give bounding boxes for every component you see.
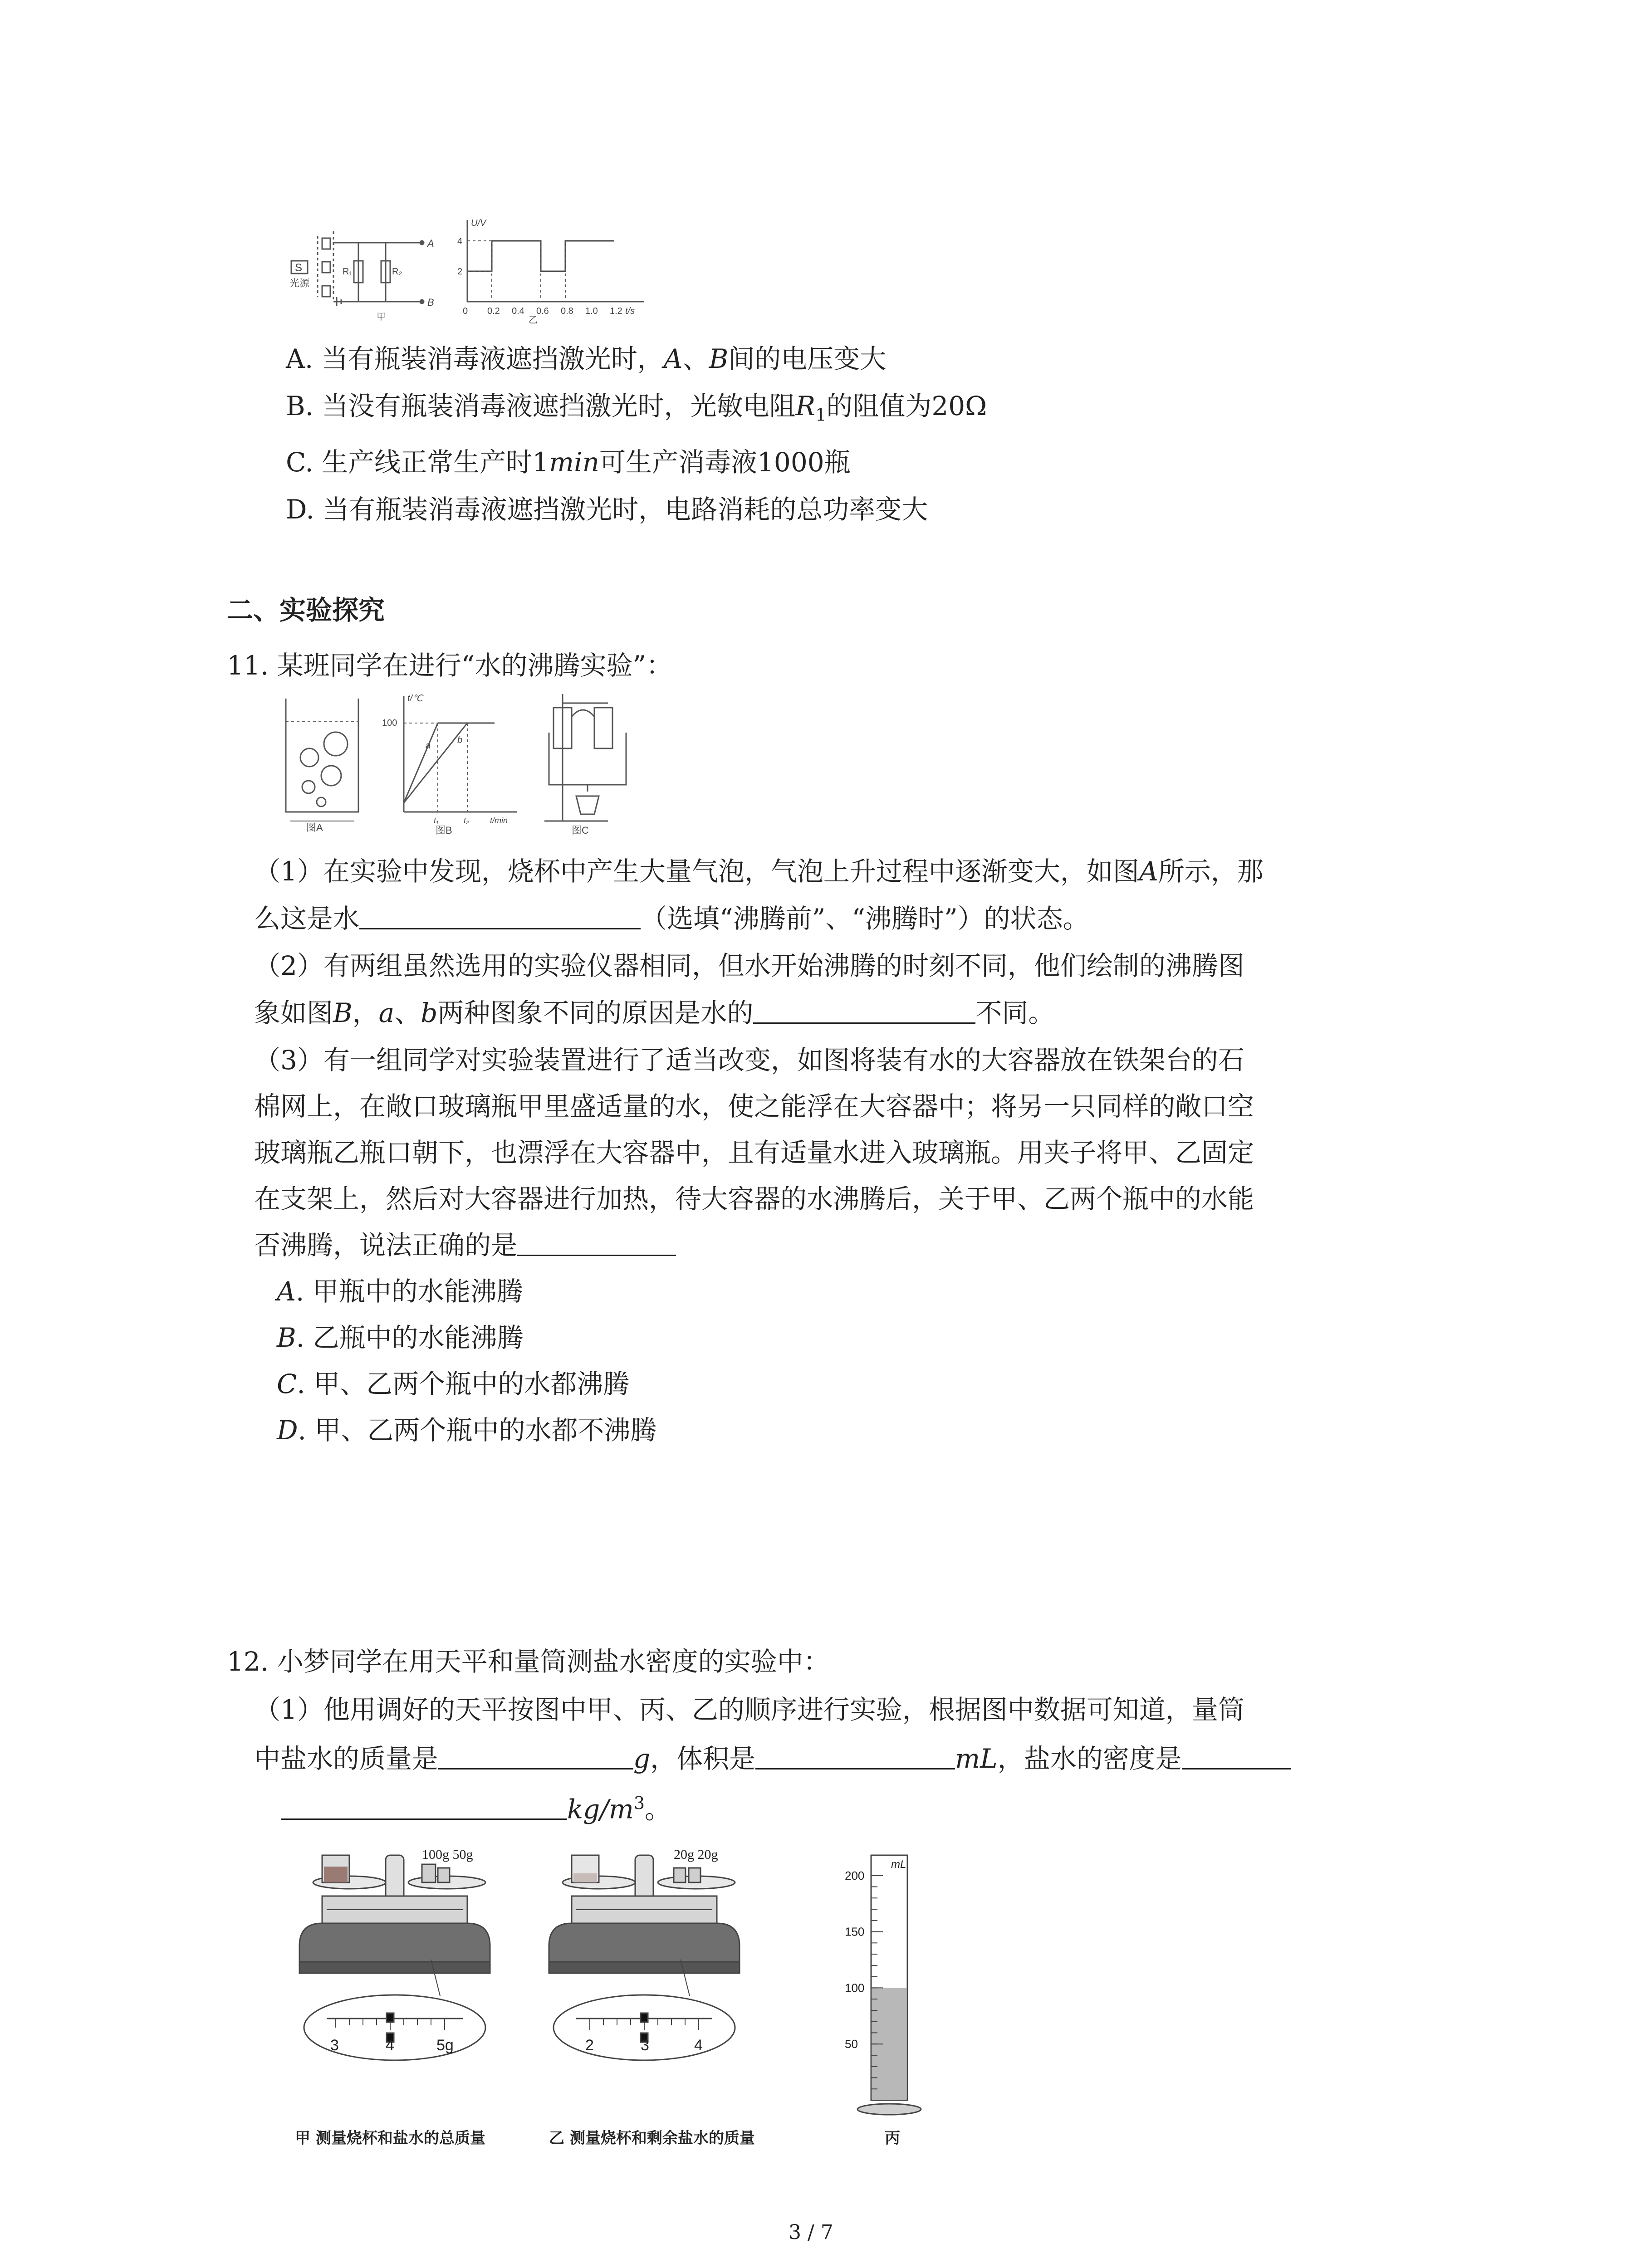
- q12-p1-line1: （1）他用调好的天平按图中甲、丙、乙的顺序进行实验，根据图中数据可知道，量筒: [254, 1694, 1244, 1725]
- svg-text:3: 3: [641, 2037, 649, 2054]
- q12-blank-volume[interactable]: [755, 1745, 955, 1769]
- svg-text:R₁: R₁: [343, 267, 353, 277]
- q12-blank-mass[interactable]: [438, 1745, 633, 1769]
- q11-p2-line2: 象如图B，a、b两种图象不同的原因是水的 不同。: [254, 997, 1055, 1028]
- q10-graph-x-tick: 0.2: [487, 306, 500, 316]
- svg-text:t/min: t/min: [490, 816, 508, 825]
- section-heading: 二、实验探究: [227, 595, 385, 626]
- page-number: 3 / 7: [789, 2221, 833, 2244]
- q12-balance-jia: [295, 1847, 490, 2147]
- svg-text:乙 测量烧杯和剩余盐水的质量: 乙 测量烧杯和剩余盐水的质量: [549, 2129, 755, 2147]
- q10-option-b: B. 当没有瓶装消毒液遮挡激光时，光敏电阻$R_1$的阻值为20Ω: [286, 391, 987, 425]
- q12-blank-density-b[interactable]: [281, 1796, 567, 1820]
- svg-text:图C: 图C: [572, 825, 589, 836]
- svg-text:图A: 图A: [306, 822, 323, 833]
- q12-blank-density-a[interactable]: [1182, 1745, 1291, 1769]
- q11-blank-3[interactable]: [517, 1232, 676, 1256]
- q10-graph-x-tick: 0.4: [512, 306, 524, 316]
- q10-signal-line: [467, 241, 614, 271]
- cylinder-tick-label: 50: [845, 2037, 858, 2051]
- svg-text:U/V: U/V: [471, 218, 486, 228]
- q11-choice-a: A. 甲瓶中的水能沸腾: [277, 1276, 523, 1307]
- q12-measuring-cylinder: [845, 1855, 921, 2147]
- q11-stem: 11. 某班同学在进行“水的沸腾实验”：: [227, 650, 672, 681]
- svg-text:100g 50g: 100g 50g: [422, 1847, 473, 1862]
- svg-text:光源: 光源: [289, 278, 310, 289]
- q12-stem: 12. 小梦同学在用天平和量筒测盐水密度的实验中：: [227, 1646, 830, 1677]
- svg-text:4: 4: [457, 236, 463, 246]
- q11-figure-c-apparatus: [544, 694, 626, 836]
- svg-text:5g: 5g: [436, 2037, 454, 2054]
- svg-text:t₂: t₂: [464, 816, 469, 825]
- q10-option-c: C. 生产线正常生产时1min可生产消毒液1000瓶: [286, 447, 851, 478]
- q11-figure-b-graph: [382, 694, 517, 836]
- svg-text:4: 4: [386, 2037, 394, 2054]
- q10-voltage-graph: [457, 218, 644, 325]
- q11-p3-line2: 棉网上，在敞口玻璃瓶甲里盛适量的水，使之能浮在大容器中；将另一只同样的敞口空: [254, 1091, 1254, 1122]
- q11-p2-line1: （2）有两组虽然选用的实验仪器相同，但水开始沸腾的时刻不同，他们绘制的沸腾图: [254, 950, 1244, 981]
- q10-graph-x-tick: 0: [463, 306, 468, 316]
- q11-choice-d: D. 甲、乙两个瓶中的水都不沸腾: [277, 1415, 657, 1446]
- cylinder-tick-label: 200: [845, 1868, 865, 1882]
- svg-text:t₁: t₁: [434, 816, 439, 825]
- q11-p3-line5: 否沸腾，说法正确的是: [254, 1232, 676, 1258]
- q10-option-d: D. 当有瓶装消毒液遮挡激光时，电路消耗的总功率变大: [286, 494, 928, 525]
- svg-text:a: a: [426, 741, 431, 751]
- svg-text:4: 4: [694, 2037, 703, 2054]
- q12-p1-line3: $kg/m^3$。: [281, 1794, 671, 1822]
- svg-text:图B: 图B: [436, 825, 452, 836]
- q10-graph-x-tick: 0.8: [561, 306, 573, 316]
- svg-text:B: B: [427, 297, 434, 308]
- q11-choice-b: B. 乙瓶中的水能沸腾: [277, 1322, 524, 1353]
- q10-graph-x-tick: 1.2: [610, 306, 622, 316]
- cylinder-tick-label: 100: [845, 1981, 865, 1995]
- svg-text:mL: mL: [891, 1858, 906, 1871]
- q12-p1-line2: 中盐水的质量是 g，体积是 mL，盐水的密度是: [254, 1745, 1291, 1772]
- svg-text:3: 3: [330, 2037, 339, 2054]
- svg-text:20g 20g: 20g 20g: [674, 1847, 718, 1862]
- svg-text:S: S: [295, 262, 303, 274]
- svg-text:100: 100: [382, 718, 397, 728]
- svg-text:甲: 甲: [377, 312, 386, 322]
- q10-option-a: A. 当有瓶装消毒液遮挡激光时，A、B间的电压变大: [286, 343, 887, 374]
- q10-graph-x-tick: 1.0: [585, 306, 598, 316]
- svg-text:R₂: R₂: [392, 267, 402, 277]
- q11-p3-line3: 玻璃瓶乙瓶口朝下，也漂浮在大容器中，且有适量水进入玻璃瓶。用夹子将甲、乙固定: [254, 1137, 1254, 1168]
- q11-choice-c: C. 甲、乙两个瓶中的水都沸腾: [277, 1369, 630, 1399]
- q11-blank-1[interactable]: [359, 905, 641, 929]
- q11-blank-2[interactable]: [753, 1000, 975, 1024]
- svg-text:乙: 乙: [529, 315, 538, 325]
- q11-p1-line1: （1）在实验中发现，烧杯中产生大量气泡，气泡上升过程中逐渐变大，如图A所示，那: [254, 856, 1264, 887]
- svg-text:丙: 丙: [885, 2130, 900, 2147]
- q11-figure-a-beaker: [286, 699, 358, 833]
- q11-p1-line2: 么这是水 （选填“沸腾前”、“沸腾时”）的状态。: [254, 903, 1089, 934]
- svg-text:t/℃: t/℃: [407, 694, 423, 704]
- q11-p3-line4: 在支架上，然后对大容器进行加热，待大容器的水沸腾后，关于甲、乙两个瓶中的水能: [254, 1183, 1254, 1214]
- svg-text:A: A: [427, 238, 434, 249]
- q10-graph-x-tick: 0.6: [536, 306, 549, 316]
- q11-p3-line1: （3）有一组同学对实验装置进行了适当改变，如图将装有水的大容器放在铁架台的石: [254, 1045, 1244, 1075]
- svg-text:t/s: t/s: [625, 306, 635, 316]
- svg-text:2: 2: [585, 2037, 594, 2054]
- q12-figure: [290, 1846, 935, 2164]
- svg-text:2: 2: [457, 267, 463, 277]
- q11-figures: [281, 689, 662, 835]
- cylinder-tick-label: 150: [845, 1925, 865, 1939]
- svg-text:甲 测量烧杯和盐水的总质量: 甲 测量烧杯和盐水的总质量: [295, 2129, 485, 2147]
- svg-text:b: b: [457, 735, 463, 745]
- q10-figure: [286, 218, 649, 325]
- q12-balance-yi: [549, 1847, 755, 2147]
- q10-circuit-diagram: [289, 231, 434, 322]
